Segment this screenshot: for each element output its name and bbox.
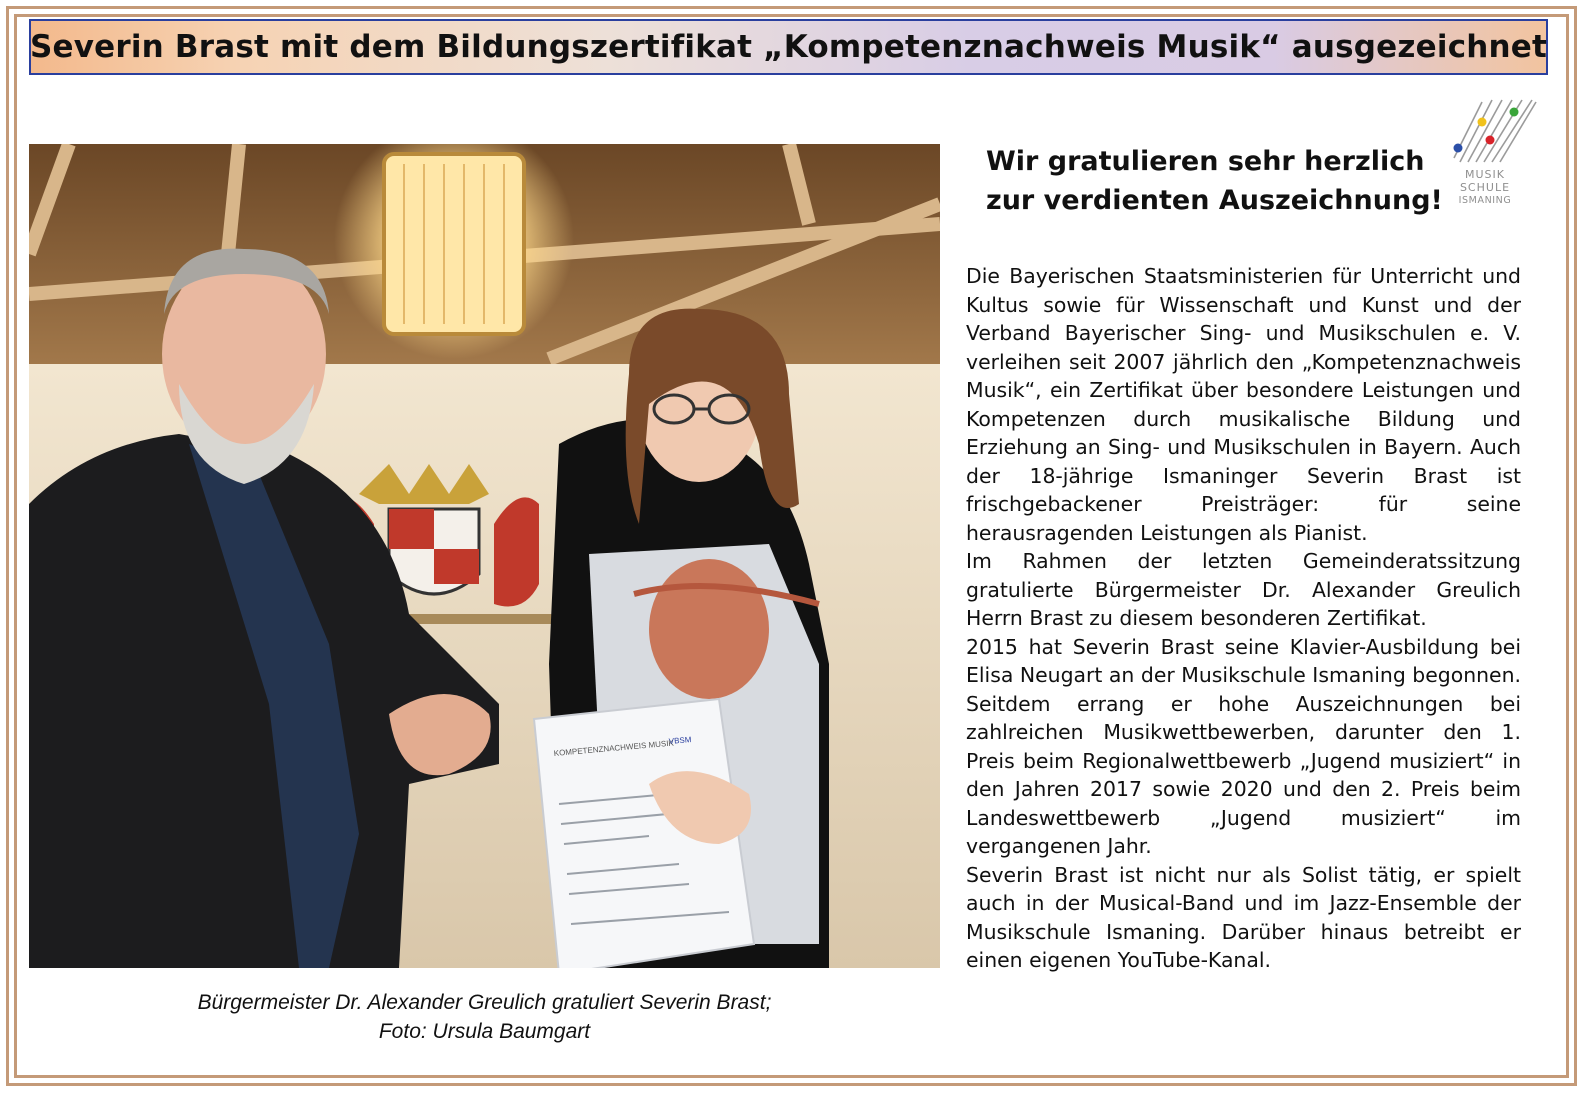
caption-line-2: Foto: Ursula Baumgart	[378, 1020, 591, 1043]
congrats-line-1: Wir gratulieren sehr herzlich	[986, 146, 1425, 177]
article-paragraph-1: Die Bayerischen Staatsministerien für Unterricht und Kultus sowie für Wissenschaft und Kunst und der Verband Bayerischer Sing- und Musikschulen e. V. verleihen seit 2007 jährlich den „Kompetenznachweis Musik“, ein Zertifikat über besondere Leistungen und Kompetenzen durch musikalische Bildung und Erziehung an Sing- und Musikschulen in Bayern. Auch der 18-jährige Ismaninger Severin Brast ist frischgebackener Preisträger: für seine herausragenden Leistungen als Pianist.	[966, 264, 1521, 545]
article-paragraph-2: Im Rahmen der letzten Gemeinderatssitzung gratulierte Bürgermeister Dr. Alexander Greulich Herrn Brast zu diesem besonderen Zertifikat.	[966, 549, 1521, 630]
logo-dot-yellow	[1478, 118, 1487, 127]
logo-line-3: ISMANING	[1458, 195, 1512, 206]
article-paragraph-3: 2015 hat Severin Brast seine Klavier-Ausbildung bei Elisa Neugart an der Musikschule Ismaning begonnen. Seitdem errang er hohe Auszeichnungen bei zahlreichen Musikwettbewerben, darunter den 1. Preis beim Regionalwettbewerb „Jugend musiziert“ in den Jahren 2017 sowie 2020 und den 2. Preis beim Landeswettbewerb „Jugend musiziert“ im vergangenen Jahr.	[966, 634, 1521, 858]
logo-dot-red	[1486, 136, 1495, 145]
logo-dot-blue	[1454, 144, 1463, 153]
logo-wordmark	[1452, 168, 1518, 207]
logo-line-2: SCHULE	[1459, 181, 1511, 194]
certificate	[534, 699, 754, 968]
page-title: Severin Brast mit dem Bildungszertifikat „Kompetenznachweis Musik“ ausgezeichnet	[29, 29, 1548, 65]
photo-illustration	[29, 144, 940, 968]
caption-line-1: Bürgermeister Dr. Alexander Greulich gratuliert Severin Brast;	[197, 991, 772, 1014]
logo-line-1: MUSIK	[1465, 168, 1505, 181]
congratulations-heading	[986, 142, 1446, 220]
title-banner	[29, 19, 1548, 75]
article-body	[966, 262, 1521, 975]
certificate-heading: KOMPETENZNACHWEIS MUSIK	[553, 738, 675, 758]
article-paragraph-4: Severin Brast ist nicht nur als Solist tätig, er spielt auch in der Musical-Band und im Jazz-Ensemble der Musikschule Ismaning. Darüber hinaus betreibt er einen eigenen YouTube-Kanal.	[966, 862, 1521, 972]
congrats-line-2: zur verdienten Auszeichnung!	[986, 185, 1443, 216]
award-photo	[29, 144, 940, 968]
logo-dot-green	[1510, 108, 1519, 117]
certificate-org: VBSM	[668, 735, 692, 746]
logo-strokes	[1454, 100, 1536, 162]
photo-caption	[29, 988, 940, 1046]
